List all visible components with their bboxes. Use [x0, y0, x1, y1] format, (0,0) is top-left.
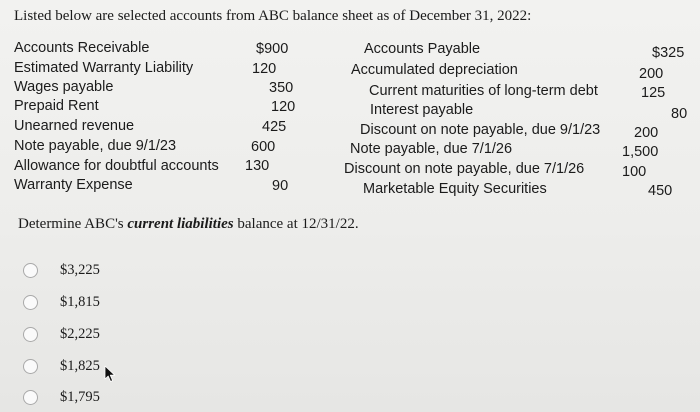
- left-account-amount: 130: [245, 158, 270, 174]
- right-account-name: Current maturities of long-term debt: [369, 83, 598, 99]
- left-account-name: Warranty Expense: [14, 177, 133, 193]
- right-account-amount: 80: [671, 106, 688, 122]
- right-account-name: Discount on note payable, due 9/1/23: [360, 122, 601, 138]
- right-account-name: Interest payable: [370, 102, 474, 118]
- radio-button[interactable]: [23, 390, 38, 405]
- left-account-amount: 90: [272, 178, 289, 194]
- left-account-name: Note payable, due 9/1/23: [14, 138, 177, 154]
- right-account-name: Accumulated depreciation: [351, 62, 518, 78]
- left-account-amount: 600: [251, 139, 276, 155]
- answer-option-label: $1,825: [60, 357, 100, 374]
- right-account-amount: 1,500: [622, 144, 659, 160]
- left-account-amount: $900: [256, 41, 289, 57]
- answer-option-label: $2,225: [60, 325, 100, 342]
- right-account-amount: 125: [641, 85, 666, 101]
- left-account-name: Allowance for doubtful accounts: [14, 158, 219, 174]
- left-account-amount: 120: [252, 61, 277, 77]
- answer-option[interactable]: [23, 387, 100, 407]
- question-prefix: Determine ABC's: [18, 216, 128, 232]
- answer-option[interactable]: [23, 324, 100, 344]
- answer-option-label: $1,795: [60, 388, 100, 405]
- radio-button[interactable]: [23, 359, 38, 374]
- right-account-name: Discount on note payable, due 7/1/26: [344, 161, 585, 177]
- answer-option[interactable]: [23, 260, 100, 280]
- left-account-name: Wages payable: [14, 79, 114, 95]
- right-account-amount: 200: [639, 66, 664, 82]
- left-account-amount: 120: [271, 99, 296, 115]
- right-account-name: Note payable, due 7/1/26: [350, 141, 513, 157]
- mouse-cursor-icon: [104, 365, 118, 383]
- answer-option-label: $1,815: [60, 293, 100, 310]
- left-account-name: Estimated Warranty Liability: [14, 60, 194, 76]
- right-account-amount: 450: [648, 183, 673, 199]
- left-account-name: Unearned revenue: [14, 118, 135, 134]
- radio-button[interactable]: [23, 327, 38, 342]
- radio-button[interactable]: [23, 263, 38, 278]
- right-account-amount: 100: [622, 164, 647, 180]
- left-account-name: Prepaid Rent: [14, 98, 99, 114]
- left-account-name: Accounts Receivable: [14, 40, 150, 56]
- left-account-amount: 350: [269, 80, 294, 96]
- right-account-amount: 200: [634, 125, 659, 141]
- answer-option[interactable]: [23, 292, 100, 312]
- problem-intro: Listed below are selected accounts from ABC balance sheet as of December 31, 2022:: [14, 8, 532, 24]
- left-account-amount: 425: [262, 119, 287, 135]
- answer-option-label: $3,225: [60, 261, 100, 278]
- question-suffix: balance at 12/31/22.: [233, 216, 359, 232]
- right-account-name: Accounts Payable: [364, 41, 481, 57]
- question-emphasis: current liabilities: [127, 216, 234, 232]
- right-account-amount: $325: [652, 45, 685, 61]
- right-account-name: Marketable Equity Securities: [363, 181, 547, 197]
- radio-button[interactable]: [23, 295, 38, 310]
- answer-option[interactable]: [23, 356, 100, 376]
- question-text: [18, 216, 359, 233]
